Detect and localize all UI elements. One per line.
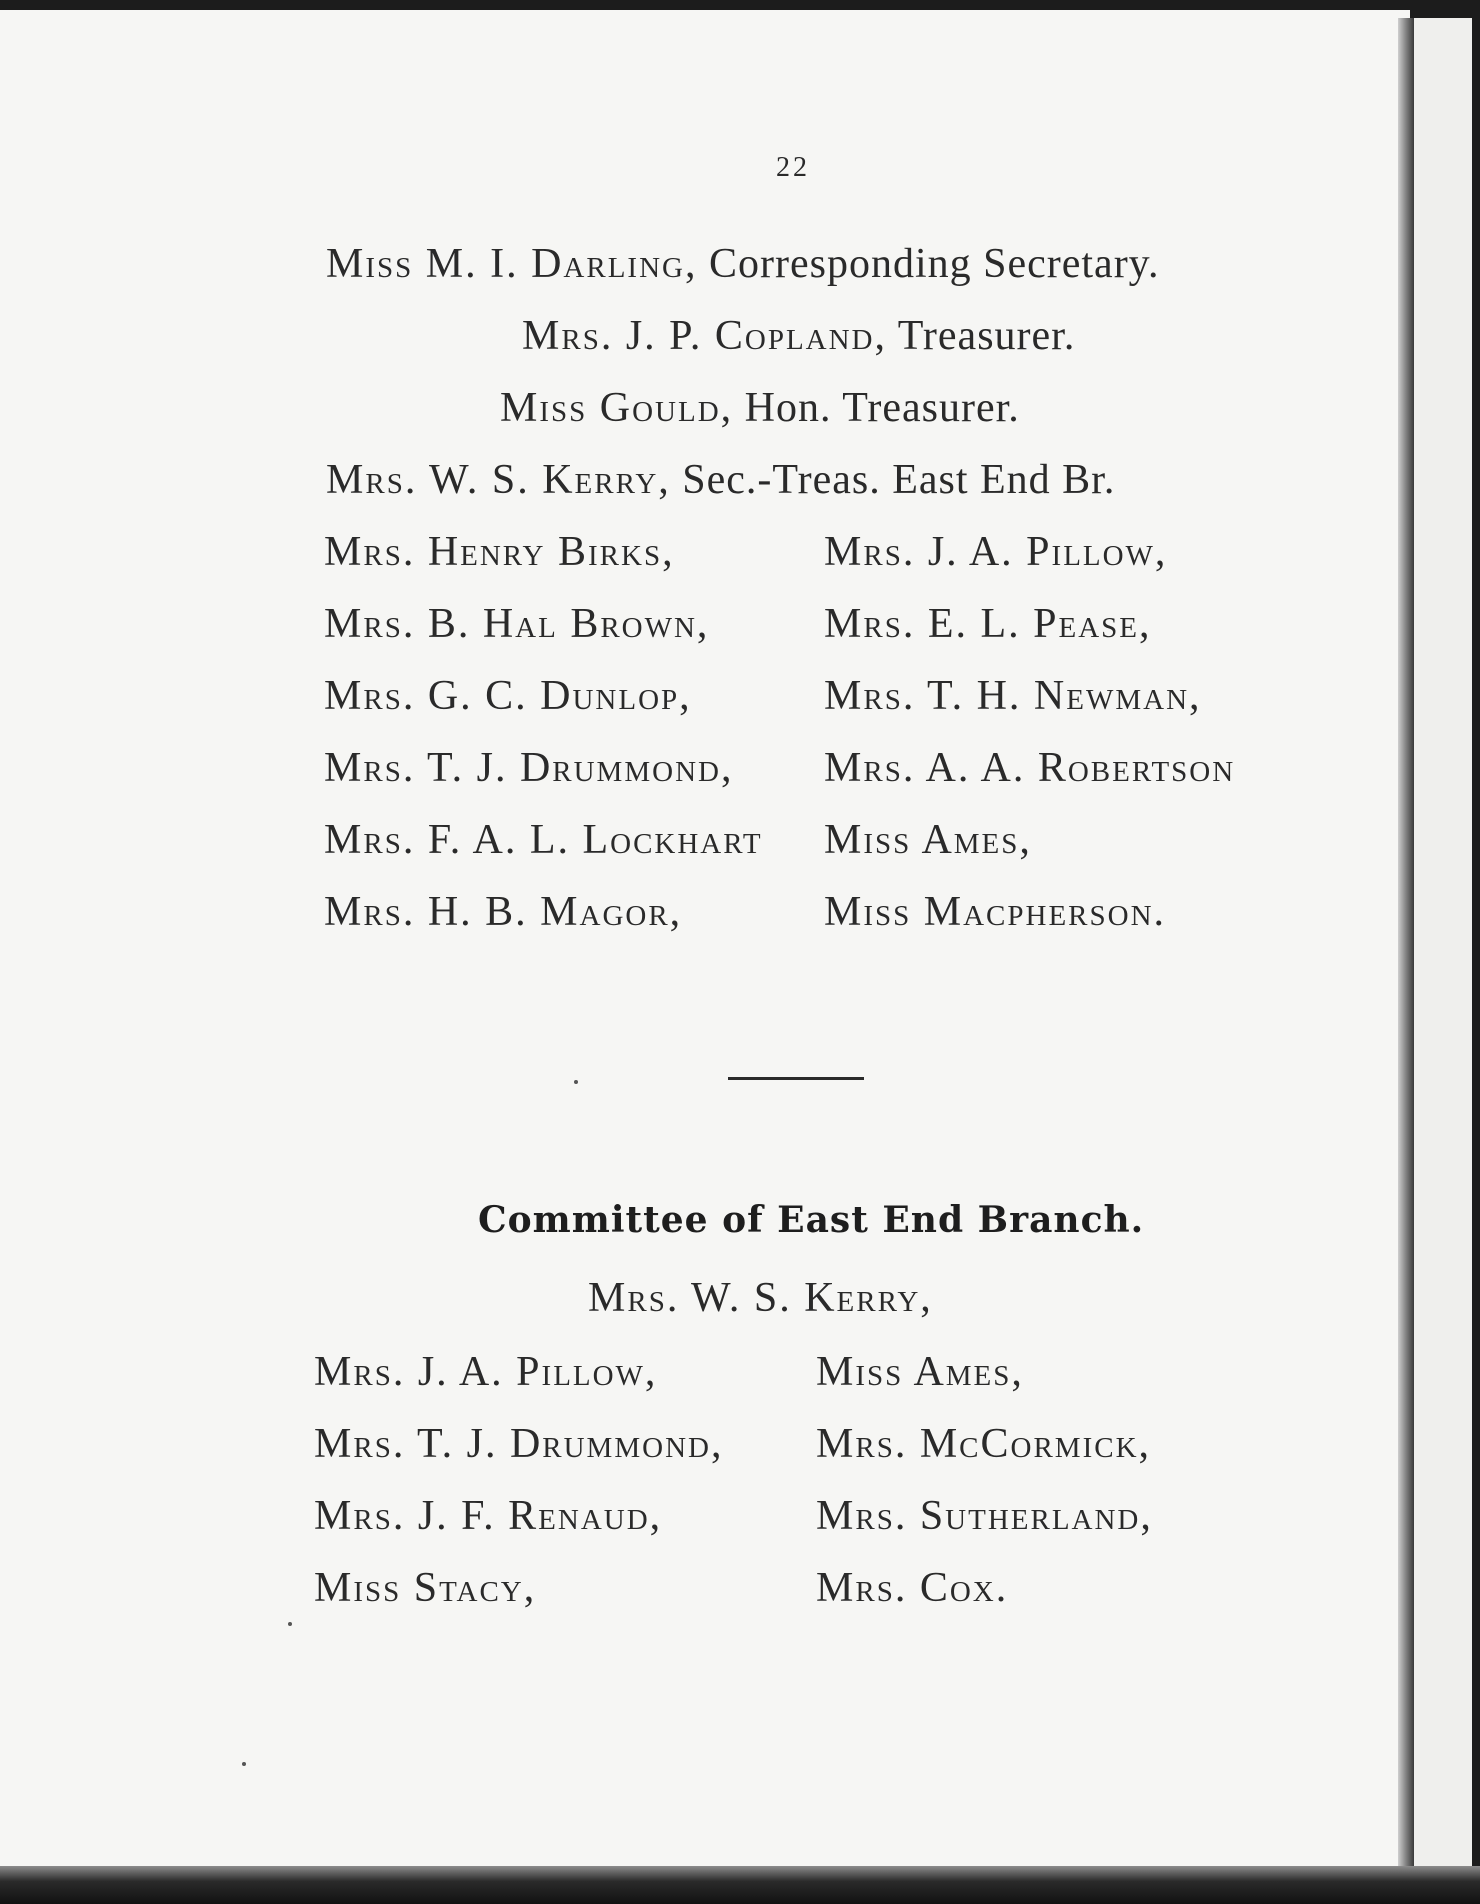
- committee-member: Miss Ames,: [816, 1349, 1024, 1395]
- officer-role: Treasurer.: [897, 313, 1076, 359]
- committee-member: Mrs. McCormick,: [816, 1421, 1152, 1467]
- book-page: [0, 10, 1410, 1876]
- east-end-convener: Mrs. W. S. Kerry,: [588, 1275, 933, 1321]
- officer-name: Miss Gould,: [500, 385, 734, 431]
- bottom-shadow: [0, 1866, 1480, 1904]
- committee-member: Miss Macpherson.: [824, 889, 1167, 935]
- page-spine-shadow: [1398, 18, 1414, 1866]
- officer-line: [500, 382, 1020, 434]
- committee-member: Mrs. H. B. Magor,: [324, 889, 683, 935]
- officer-line: [326, 238, 1159, 290]
- page-number: 22: [776, 152, 810, 183]
- section-heading: Committee of East End Branch.: [478, 1199, 1145, 1241]
- committee-member: Mrs. G. C. Dunlop,: [324, 673, 692, 719]
- officer-line: [522, 310, 1075, 362]
- paper-speck: [288, 1622, 292, 1626]
- committee-member: Mrs. Henry Birks,: [324, 529, 675, 575]
- page-edge: [1414, 18, 1472, 1876]
- committee-member: Mrs. J. F. Renaud,: [314, 1493, 663, 1539]
- committee-member: Mrs. F. A. L. Lockhart: [324, 817, 763, 863]
- committee-member: Mrs. J. A. Pillow,: [824, 529, 1168, 575]
- paper-speck: [574, 1080, 578, 1084]
- committee-member: Mrs. E. L. Pease,: [824, 601, 1152, 647]
- officer-name: Mrs. W. S. Kerry,: [326, 457, 671, 503]
- committee-member: Miss Ames,: [824, 817, 1032, 863]
- paper-speck: [242, 1762, 246, 1766]
- committee-member: Mrs. Cox.: [816, 1565, 1009, 1611]
- committee-member: Mrs. T. J. Drummond,: [314, 1421, 724, 1467]
- section-divider: [728, 1077, 864, 1080]
- officer-name: Miss M. I. Darling,: [326, 241, 698, 287]
- officer-line: [326, 454, 1115, 506]
- committee-member: Mrs. J. A. Pillow,: [314, 1349, 658, 1395]
- committee-member: Mrs. B. Hal Brown,: [324, 601, 710, 647]
- committee-member: Mrs. Sutherland,: [816, 1493, 1153, 1539]
- officer-role: Sec.-Treas. East End Br.: [682, 457, 1116, 503]
- officer-role: Corresponding Secretary.: [708, 241, 1160, 287]
- officer-name: Mrs. J. P. Copland,: [522, 313, 887, 359]
- officer-role: Hon. Treasurer.: [744, 385, 1020, 431]
- committee-member: Mrs. T. J. Drummond,: [324, 745, 734, 791]
- committee-member: Mrs. T. H. Newman,: [824, 673, 1202, 719]
- committee-member: Mrs. A. A. Robertson: [824, 745, 1236, 791]
- committee-member: Miss Stacy,: [314, 1565, 537, 1611]
